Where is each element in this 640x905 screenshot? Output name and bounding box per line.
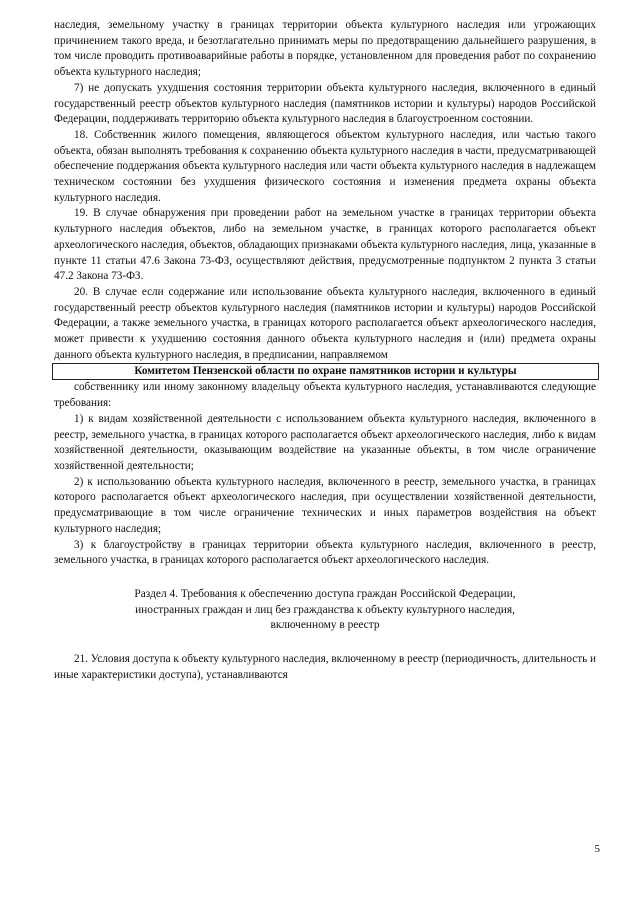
paragraph-20-continuation: собственнику или иному законному владельцу объекта культурного наследия, устанавливаются следующие требования:: [54, 381, 596, 410]
paragraph-21: 21. Условия доступа к объекту культурного наследия, включенному в реестр (периодичность, длительность и иные характеристики доступа), устанавливаются: [54, 653, 596, 681]
paragraph-20: 20. В случае если содержание или использование объекта культурного наследия, включенного в единый государственный реестр объектов культурного наследия (памятников истории и культуры) народов Российской Федерации, а также земельного участка, в границах которого располагается объект археологического наследия, может привести к ухудшению состояния данного объекта культурного наследия и (или) предмета охраны данного объекта культурного наследия, в предписании, направляемом: [54, 285, 596, 361]
section-heading-line-2: иностранных граждан и лиц без гражданства к объекту культурного наследия,: [135, 603, 515, 616]
section-4-heading: [54, 587, 596, 634]
document-body: [54, 18, 596, 683]
paragraph-19: 19. В случае обнаружения при проведении работ на земельном участке в границах территории объекта культурного наследия объектов, либо на земельном участке, в границах которого располагается объект археологического наследия, объектов, обладающих признаками объекта культурного наследия, лица, указанные в пункте 11 статьи 47.6 Закона 73-ФЗ, осуществляют действия, предусмотренные подпунктом 2 пункта 3 статьи 47.2 Закона 73-ФЗ.: [54, 207, 596, 283]
requirement-1: 1) к видам хозяйственной деятельности с использованием объекта культурного наследия, включенного в реестр, земельного участка, в границах которого располагается объект археологического наследия, либо к видам хозяйственной деятельности, оказывающим воздействие на указанные объекты, в том числе ограничение хозяйственной деятельности;: [54, 412, 596, 472]
section-heading-line-3: включенному в реестр: [270, 619, 380, 632]
highlighted-authority-box: Комитетом Пензенской области по охране памятников истории и культуры: [52, 363, 599, 380]
requirement-2: 2) к использованию объекта культурного наследия, включенного в реестр, земельного участка, в границах которого располагается объект археологического наследия, при осуществлении хозяйственной деятельности, предусматривающие в том числе ограничение технических и иных параметров воздействия на объект культурного наследия;: [54, 475, 596, 535]
section-heading-line-1: Раздел 4. Требования к обеспечению доступа граждан Российской Федерации,: [134, 587, 516, 600]
paragraph-18: 18. Собственник жилого помещения, являющегося объектом культурного наследия, или частью такого объекта, обязан выполнять требования к сохранению объекта культурного наследия в части, предусматривающей обеспечение поддержания объекта культурного наследия или части объекта культурного наследия в надлежащем техническом состоянии без ухудшения физического состояния и изменения предмета охраны объекта культурного наследия.: [54, 128, 597, 204]
requirement-3: 3) к благоустройству в границах территории объекта культурного наследия, включенного в реестр, земельного участка, в границах которого располагается объект археологического наследия.: [54, 538, 596, 567]
paragraph-item-7: 7) не допускать ухудшения состояния территории объекта культурного наследия, включенного в единый государственный реестр объектов культурного наследия (памятников истории и культуры) народов Российской Федерации, поддерживать территорию объекта культурного наследия в благоустроенном состоянии.: [54, 81, 596, 126]
page-number: 5: [594, 843, 600, 855]
paragraph-continuation: наследия, земельному участку в границах территории объекта культурного наследия или угрожающих причинением такого вреда, и безотлагательно принимать меры по предотвращению дальнейшего разрушения, в том числе проводить противоаварийные работы в порядке, установленном для проведения работ по сохранению объекта культурного наследия;: [54, 19, 596, 79]
